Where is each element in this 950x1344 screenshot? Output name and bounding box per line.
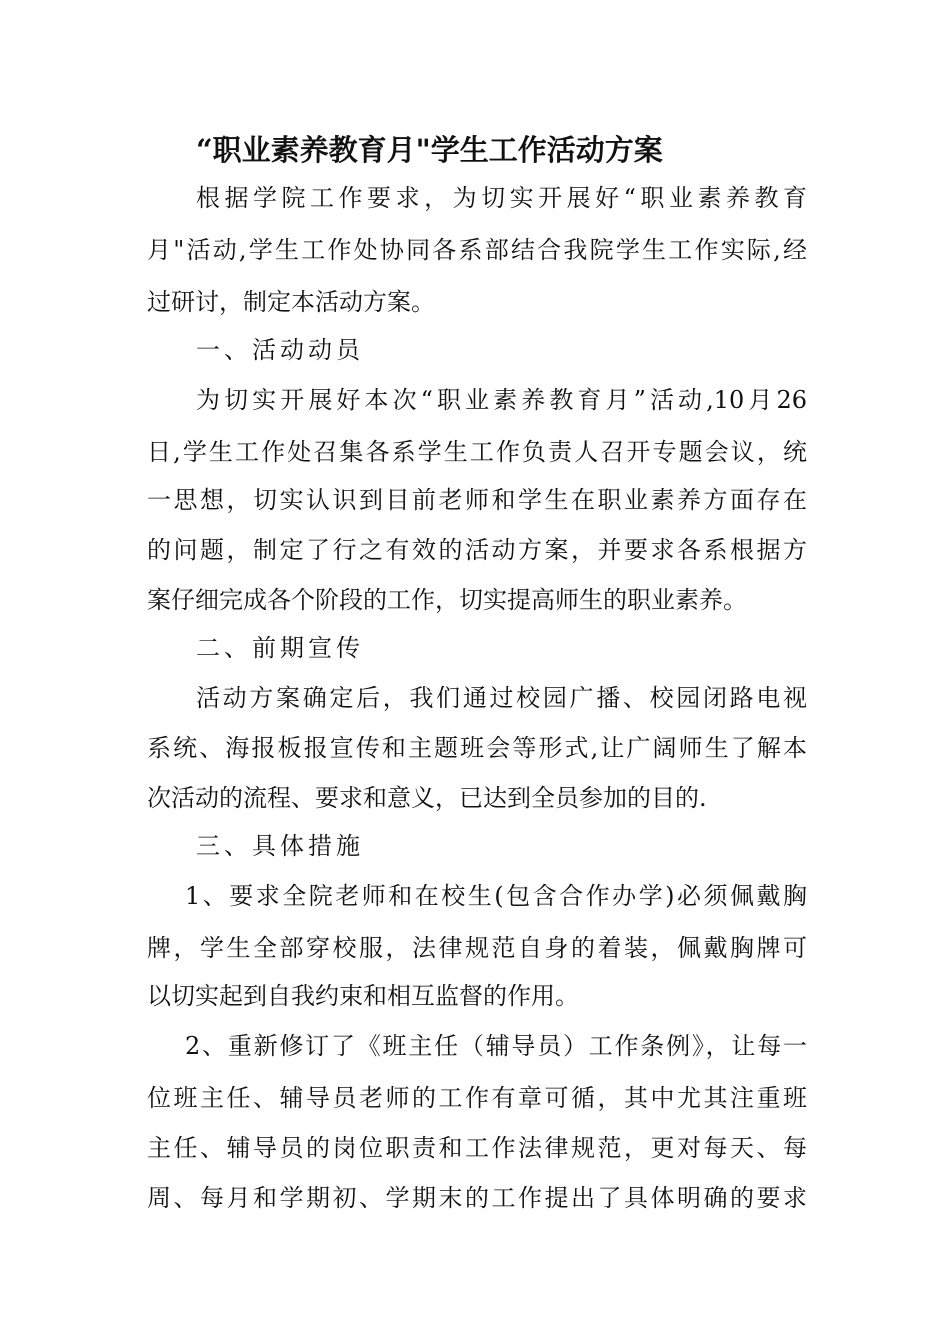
paragraph-line: 牌，学生全部穿校服，法律规范自身的着装，佩戴胸牌可 bbox=[147, 934, 807, 962]
list-item-line: 2、重新修订了《班主任（辅导员）工作条例》，让每一 bbox=[185, 1032, 807, 1060]
paragraph-line: 的问题，制定了行之有效的活动方案，并要求各系根据方 bbox=[147, 536, 807, 564]
paragraph-line: 主任、辅导员的岗位职责和工作法律规范，更对每天、每 bbox=[147, 1134, 807, 1162]
paragraph-line: 根据学院工作要求，为切实开展好“职业素养教育 bbox=[196, 184, 807, 212]
section-heading: 二、前期宣传 bbox=[196, 634, 364, 662]
list-item-line: 1、要求全院老师和在校生(包含合作办学)必须佩戴胸 bbox=[185, 882, 807, 910]
section-heading: 三、具体措施 bbox=[196, 832, 364, 860]
paragraph-line: 过研讨，制定本活动方案。 bbox=[147, 288, 435, 316]
paragraph-line: 系统、海报板报宣传和主题班会等形式,让广阔师生了解本 bbox=[147, 734, 807, 762]
paragraph-line: 为切实开展好本次“职业素养教育月”活动,10月26 bbox=[196, 386, 807, 414]
paragraph-line: 次活动的流程、要求和意义，已达到全员参加的目的. bbox=[147, 784, 707, 812]
paragraph-line: 日,学生工作处召集各系学生工作负责人召开专题会议，统 bbox=[147, 438, 807, 466]
paragraph-line: 案仔细完成各个阶段的工作，切实提高师生的职业素养。 bbox=[147, 586, 747, 614]
paragraph-line: 一思想，切实认识到目前老师和学生在职业素养方面存在 bbox=[147, 486, 807, 514]
paragraph-line: 月"活动,学生工作处协同各系部结合我院学生工作实际,经 bbox=[147, 236, 807, 264]
paragraph-line: 周、每月和学期初、学期末的工作提出了具体明确的要求 bbox=[147, 1184, 807, 1212]
section-heading: 一、活动动员 bbox=[196, 336, 364, 364]
paragraph-line: 位班主任、辅导员老师的工作有章可循，其中尤其注重班 bbox=[147, 1084, 807, 1112]
paragraph-line: 以切实起到自我约束和相互监督的作用。 bbox=[147, 982, 579, 1010]
paragraph-line: 活动方案确定后，我们通过校园广播、校园闭路电视 bbox=[196, 684, 807, 712]
document-title: “职业素养教育月"学生工作活动方案 bbox=[196, 133, 663, 167]
